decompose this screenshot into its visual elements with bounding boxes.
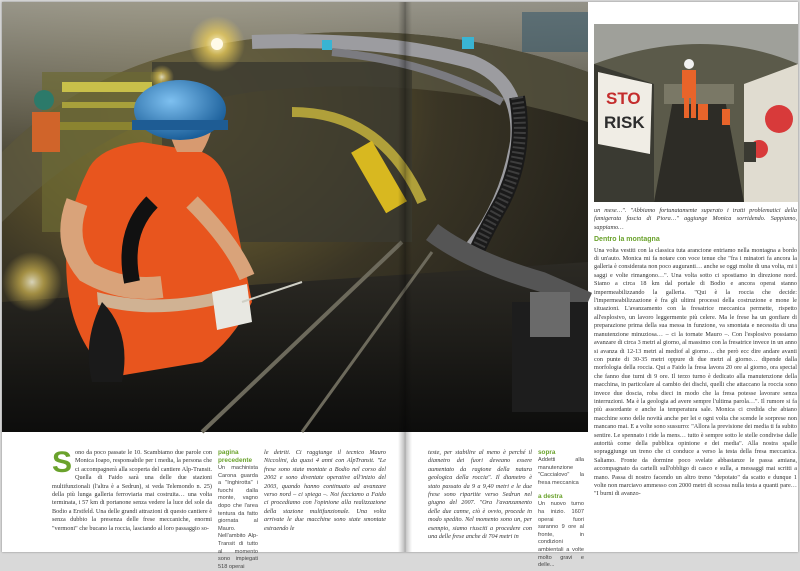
article-text-1: ono da poco passate le 10. Scambiamo due parole con Monica Ioapo, responsabile per i media, la persona che ci accompagnerà alla scoperta del cantiere Alp-Transit. Quella di Faido sarà una delle due stazioni multifunzionali (l'altra è a Sedrun), si veda Telemondo n. 25) della più lunga galleria ferroviaria mai costruita… una volta terminata, i 57 km di portanone senza vedere la luce del sole da Bodio a Erstfeld. Una delle grandi attrazioni di questo cantiere è senza dubbio la presenza delle frese meccaniche, enormi "vermoni" che bucano la roccia, lasciando al loro passaggio so- bbox=[52, 449, 212, 532]
caption-heading-above: sopra bbox=[538, 449, 556, 456]
drop-cap: S bbox=[52, 446, 73, 479]
article-column-3 bbox=[428, 449, 532, 541]
article-intro-right: un mese…". "Abbiamo fortunatamente superato i tratti problematici della famigerata fascia di Piora…" aggiunge Monica sorridendo. Sappiamo, sappiamo… bbox=[594, 207, 797, 231]
caption-heading-previous-page: pagina precedente bbox=[218, 449, 253, 464]
article-column-1 bbox=[52, 446, 212, 533]
caption-text-right: Un nuovo turno ha inizio. 1607 operai fuori saranno 9 ore al fronte, in condizioni ambientali a volte molto gravi e delle... bbox=[538, 501, 584, 569]
article-column-right bbox=[594, 207, 797, 551]
article-column-2 bbox=[264, 449, 386, 533]
side-photo-tunnel bbox=[594, 24, 798, 202]
article-text-2: le detriti. Ci raggiunge il tecnico Mauro Niccolini, da quasi 4 anni con AlpTransit. "Le frese sono state montate a Bodio nel corso del 2002 e sono diventate operative all'inizio del 2003, quando hanno continuato ad avanzare verso nord – ci spiega –. Noi facciamo a Faido ci procediamo con l'opinione alla realizzazione della stazione multifunzionale. Una volta arrivate le due macchine sono state smontate estraendo le bbox=[264, 449, 386, 532]
article-text-right: Una volta vestiti con la classica tuta arancione entriamo nella montagna a bordo di un'auto. Monica mi fa notare con voce tenue che "fra i minatori fa ancora la galleria è considerata non poco auguranti… anche se oggi molte di una volta, mi i saggi e volte rimangono…". Una volta sotto ci spostiamo in direzione nord. Siamo a circa 18 km dal portale di Bodio e ancora operai stanno impermeabilizzando la galleria. "Qui è la roccia che decide: l'impermeabilizzazione è fra gli ultimi processi della costruzione e mone le situazioni. L'avanzamento con la fresatrice meccanica permette, rispetto all'esplosivo, un lavoro leggermente più celere. Ma le frese ha un gonfiare di preparazione prima della sua messa in funzione, va smontata e necessita di una manutenzione minuziosa… – ci la tornate Mauro –. Con l'esplosivo possiamo avanzare di circa 3 metri al giorno, al massimo con la fresatrice invece in un anno si avanza di 12-13 metri al mediof al giorno… che però ecc dire andare avanti con punte di 30-35 metri oppure di due metri al giorno… dipende dalla morfologia della roccia. Qui a Faido la fresa lavora 20 ore al giorno, ora special che fanno due turni di 9 ore. Il terzo turno è dedicato alla manutenzione della macchina, in particolare al cambio dei dischi, quelli che attaccano la roccia sono invece due doscia, roba dieci in modo che la fresa potesse lavorare senza interruzioni. Ma è la geologia ad avere sempre l'ultima parola…". Il rumore si fa più assordante e anche la temperatura sale. Monica ci credida che abiano macchine sono delle novità anche per lei e ogni volta che scende le sorprese non mancano mai. E a volte sono sussurro: "Allora la previsione dei media ti fa subito sentire. Le spennato i ride la mens… tutto è sempre sotto le stelle condivise dalle autorità come della pubblica opinione e dei media". Alla nostra spalle sopraggiunge un treno che ci conduce a verso la testa della fresa meccanica. Saliamo. Fronte da dormine poco svelate abbastanze le passa amiana, accompagnato da cartelli sull'obbligo di casco e sulla, a messaggi mai scritti a mano. Passa di nostro facendo un altro treno "depotato" da scatto e dunque 1 volte non marciavo ammesso con 2000 metri di scossa nulla testa a quanti pare… "I burni di avanzo- bbox=[594, 246, 797, 498]
caption-column-1 bbox=[218, 449, 258, 571]
caption-column-2 bbox=[538, 449, 584, 570]
side-sign-text-1: STO bbox=[606, 89, 641, 108]
caption-heading-right: a destra bbox=[538, 493, 563, 501]
caption-text-previous-page: Un machinista Carona guarda a "Inghirotta" i fuochi dalla monte, vagno dopo che l'area tentura da fatto giornata al Mauro. Nell'ambito Alp-Transit di tutto al momento sono impiegati 518 operai bbox=[218, 465, 258, 570]
magazine-spread bbox=[2, 2, 798, 570]
side-sign-text-2: RISK bbox=[604, 113, 645, 132]
section-heading-dentro-la-montagna: Dentro la montagna bbox=[594, 236, 660, 244]
caption-text-above: Addetti alla manutenzione "Caccialovo" la fresa meccanica bbox=[538, 457, 584, 486]
article-text-3: teste, per stabilire al meno è perché il diametro dei fuori deveano essere aumentato da ragione della natura geologica della roccia". Il diametro è stato passato da 9 a 9,40 metri e le due frese sono ripartite verso Sedrun nel giugno del 2007. "Ora l'avanzamento delle due canne, ciò è ovvio, procede in modo spedito. Nel momento sono un, per esempio, siamo riusciti a procedere con una delle frese anche di 704 metri in bbox=[428, 449, 532, 541]
main-photo-tunnel-worker bbox=[2, 2, 588, 432]
